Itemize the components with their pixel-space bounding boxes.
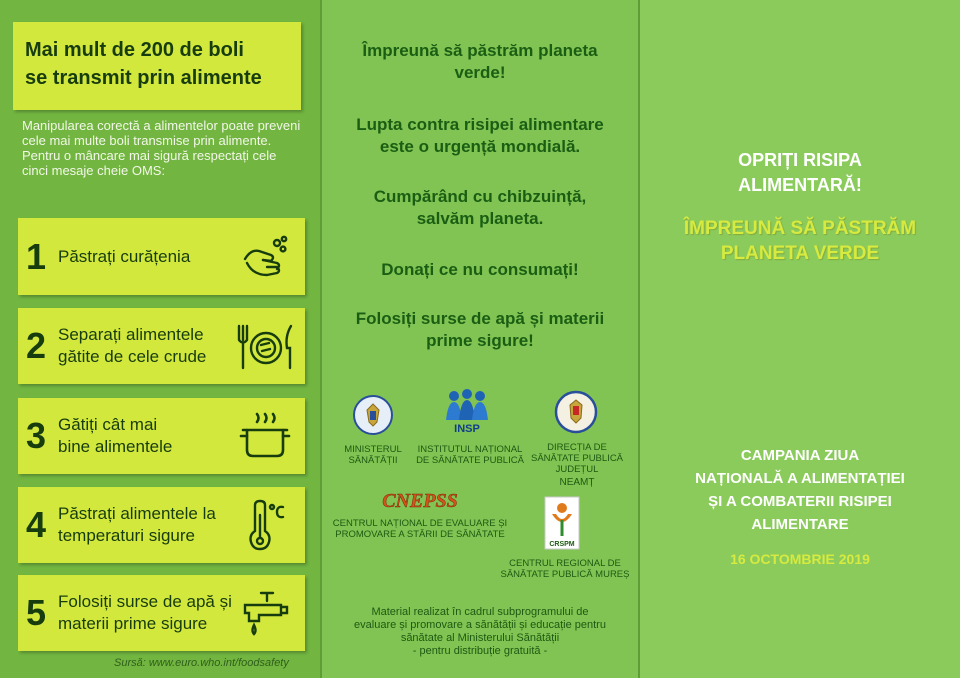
heading-line: ALIMENTARĂ! (738, 175, 862, 195)
insp-logo (442, 388, 492, 434)
campaign-date: 16 OCTOMBRIE 2019 (730, 551, 870, 567)
message-1 (322, 40, 638, 84)
cnepss-mark: CNEPSS (382, 490, 458, 512)
dsp-label (522, 442, 632, 488)
logo-label-line: PROMOVARE A STĂRII DE SĂNĂTATE (335, 529, 505, 540)
thermometer-icon (237, 497, 293, 553)
message-2 (322, 114, 638, 158)
crspm-logo (544, 496, 580, 550)
message-line: Împreună să păstrăm planeta (362, 41, 598, 60)
credit-note (322, 606, 638, 658)
rule-text (58, 324, 253, 368)
message-line: Lupta contra risipei alimentare (356, 115, 604, 134)
rule-text-line2: temperaturi sigure (58, 526, 196, 545)
credit-line: Material realizat în cadrul subprogramului de (371, 606, 589, 618)
rule-text (58, 414, 253, 458)
rule-number: 3 (26, 415, 47, 456)
cooking-pot-icon (237, 408, 293, 464)
message-4 (322, 259, 638, 281)
cnepss-logo (364, 488, 476, 514)
rule-text-line1: Folosiți surse de apă și (58, 592, 232, 611)
heading-line: ALIMENTARE (751, 516, 849, 533)
dsp-emblem-logo (554, 390, 598, 434)
intro-paragraph-2: Pentru o mâncare mai sigură respectați cele cinci mesaje cheie OMS: (22, 148, 277, 178)
heading-line: OPRIȚI RISIPA (738, 150, 862, 170)
rule-4 (18, 487, 305, 563)
message-line: salvăm planeta. (416, 209, 544, 228)
rule-text (58, 503, 253, 547)
intro-text (22, 118, 302, 178)
rule-1 (18, 218, 305, 295)
rule-text-line2: bine alimentele (58, 437, 173, 456)
rule-text-line1: Gătiți cât mai (58, 415, 158, 434)
right-panel (640, 0, 960, 678)
logo-label-line: MINISTERUL (344, 444, 402, 455)
message-5 (322, 308, 638, 352)
crspm-mark: CRSPM (549, 541, 575, 548)
heading-line: PLANETA VERDE (720, 243, 880, 264)
heading-line: NAȚIONALĂ A ALIMENTAȚIEI (695, 470, 905, 487)
heading-line: ȘI A COMBATERII RISIPEI (708, 493, 892, 510)
rule-number: 2 (26, 325, 47, 366)
logo-label-line: INSTITUTUL NAȚIONAL (417, 444, 523, 455)
logo-label-line: CENTRUL NAȚIONAL DE EVALUARE ȘI (332, 518, 508, 529)
message-line: verde! (454, 63, 506, 82)
message-line: Donați ce nu consumați! (381, 260, 579, 279)
logo-label-line: SĂNĂTĂȚII (348, 455, 398, 466)
message-3 (322, 186, 638, 230)
rule-3 (18, 398, 305, 474)
rule-text-line2: gătite de cele crude (58, 347, 207, 366)
rule-number: 1 (26, 235, 47, 277)
crspm-label (500, 558, 630, 580)
headline-line1: Mai mult de 200 de boli (25, 39, 244, 61)
heading-line: ÎMPREUNĂ SĂ PĂSTRĂM (683, 218, 917, 239)
message-line: prime sigure! (426, 331, 534, 350)
stop-waste-heading (640, 148, 960, 198)
logo-label-line: SĂNĂTATE PUBLICĂ MUREȘ (500, 569, 630, 580)
rule-number: 5 (26, 592, 47, 633)
rule-text-line1: Păstrați alimentele la (58, 504, 216, 523)
campaign-heading (640, 444, 960, 536)
rule-text-line1: Păstrați curățenia (58, 246, 191, 266)
message-line: Folosiți surse de apă și materii (355, 309, 605, 328)
credit-line: evaluare și promovare a sănătății și educație pentru (354, 619, 606, 631)
rule-2 (18, 308, 305, 384)
water-tap-icon (237, 585, 293, 641)
logo-label-line: CENTRUL REGIONAL DE (509, 558, 621, 569)
rule-text (58, 246, 253, 268)
rule-5 (18, 575, 305, 651)
insp-label (410, 444, 530, 466)
ministry-emblem-logo (352, 394, 394, 436)
rule-text-line1: Separați alimentele (58, 325, 204, 344)
washing-hands-icon (237, 229, 293, 285)
logo-label-line: JUDEȚUL (555, 464, 599, 475)
rule-text-line2: materii prime sigure (58, 614, 208, 633)
credit-line: - pentru distribuție gratuită - (412, 645, 548, 657)
cnepss-label (330, 518, 510, 540)
rule-number: 4 (26, 504, 47, 545)
insp-mark: INSP (454, 423, 480, 434)
middle-panel (320, 0, 640, 678)
together-heading (640, 216, 960, 266)
message-line: este o urgență mondială. (379, 137, 581, 156)
logo-label-line: DIRECȚIA DE (547, 442, 607, 453)
headline-line2: se transmit prin alimente (25, 67, 262, 89)
heading-line: CAMPANIA ZIUA (740, 447, 860, 464)
logo-label-line: SĂNĂTATE PUBLICĂ (530, 453, 624, 464)
logo-label-line: DE SĂNĂTATE PUBLICĂ (416, 455, 524, 466)
message-line: Cumpărând cu chibzuință, (373, 187, 587, 206)
left-panel (0, 0, 320, 678)
intro-paragraph: Manipularea corectă a alimentelor poate preveni cele mai multe boli transmise prin alimente. (22, 118, 301, 148)
source-note: Sursă: www.euro.who.int/foodsafety (114, 657, 289, 669)
credit-line: sănătate al Ministerului Sănătății (400, 632, 560, 644)
logo-label-line: NEAMȚ (559, 477, 595, 488)
rule-text (58, 591, 253, 635)
plate-cutlery-icon (235, 318, 297, 374)
headline-box (13, 22, 301, 110)
